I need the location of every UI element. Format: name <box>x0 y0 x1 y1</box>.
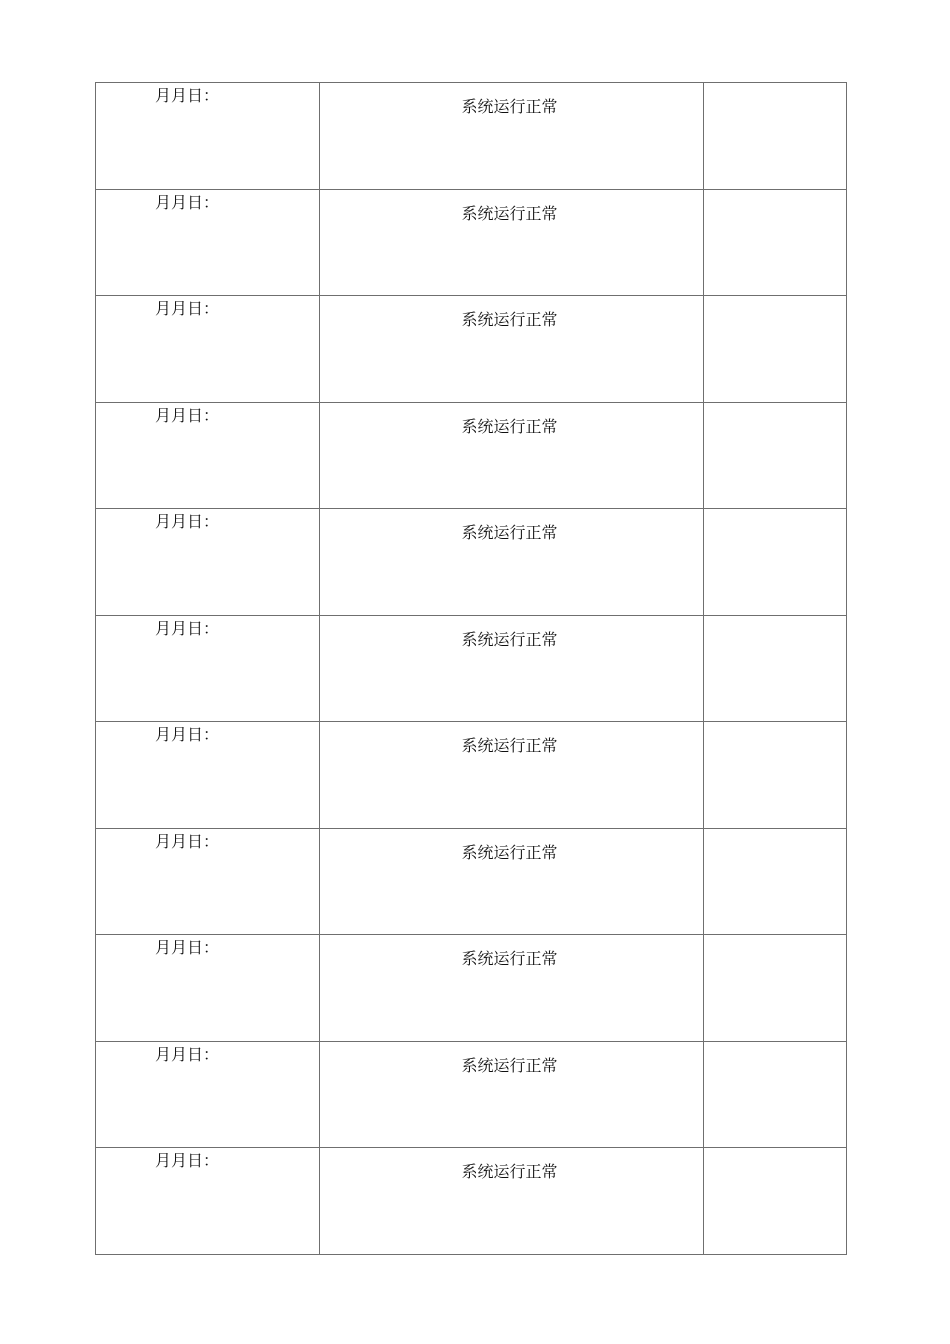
date-cell <box>96 509 320 616</box>
date-label: 月月日： <box>155 512 220 531</box>
date-label: 月月日： <box>155 405 220 425</box>
date-cell <box>96 828 320 935</box>
date-cell <box>96 189 320 296</box>
status-cell <box>320 509 704 616</box>
date-cell <box>96 296 320 403</box>
status-text: 系统运行正常 <box>461 629 558 649</box>
date-cell <box>96 722 320 829</box>
status-text: 系统运行正常 <box>461 736 558 755</box>
date-label: 月月日： <box>155 831 220 851</box>
log-table-body <box>96 83 847 1255</box>
table-row <box>96 935 847 1042</box>
table-row <box>96 296 847 403</box>
table-row <box>96 828 847 935</box>
table-row <box>96 509 847 616</box>
status-cell <box>320 296 704 403</box>
date-cell <box>96 615 320 722</box>
table-row <box>96 189 847 296</box>
status-text: 系统运行正常 <box>461 1162 558 1181</box>
status-text: 系统运行正常 <box>461 203 558 223</box>
status-cell <box>320 722 704 829</box>
table-row <box>96 402 847 509</box>
note-cell <box>703 509 846 616</box>
note-cell <box>703 1148 846 1255</box>
date-cell <box>96 1148 320 1255</box>
date-label: 月月日： <box>155 1044 220 1064</box>
date-label: 月月日： <box>155 299 220 318</box>
table-row <box>96 722 847 829</box>
status-cell <box>320 828 704 935</box>
note-cell <box>703 83 846 190</box>
table-row <box>96 83 847 190</box>
date-cell <box>96 83 320 190</box>
status-cell <box>320 83 704 190</box>
date-label: 月月日： <box>155 86 220 105</box>
date-label: 月月日： <box>155 618 220 638</box>
status-cell <box>320 1148 704 1255</box>
status-text: 系统运行正常 <box>461 416 558 436</box>
note-cell <box>703 615 846 722</box>
status-cell <box>320 1041 704 1148</box>
table-row <box>96 1041 847 1148</box>
note-cell <box>703 296 846 403</box>
date-cell <box>96 402 320 509</box>
table-row <box>96 615 847 722</box>
note-cell <box>703 189 846 296</box>
note-cell <box>703 402 846 509</box>
date-label: 月月日： <box>155 192 220 212</box>
date-cell <box>96 935 320 1042</box>
status-text: 系统运行正常 <box>461 310 558 329</box>
date-label: 月月日： <box>155 1151 220 1170</box>
note-cell <box>703 935 846 1042</box>
date-label: 月月日： <box>155 938 220 957</box>
status-text: 系统运行正常 <box>461 523 558 542</box>
status-cell <box>320 935 704 1042</box>
status-text: 系统运行正常 <box>461 949 558 968</box>
status-cell <box>320 615 704 722</box>
status-cell <box>320 402 704 509</box>
status-cell <box>320 189 704 296</box>
date-cell <box>96 1041 320 1148</box>
table-row <box>96 1148 847 1255</box>
date-label: 月月日： <box>155 725 220 744</box>
note-cell <box>703 1041 846 1148</box>
note-cell <box>703 828 846 935</box>
status-text: 系统运行正常 <box>461 842 558 862</box>
log-table <box>95 82 847 1255</box>
note-cell <box>703 722 846 829</box>
status-text: 系统运行正常 <box>461 97 558 116</box>
status-text: 系统运行正常 <box>461 1055 558 1075</box>
